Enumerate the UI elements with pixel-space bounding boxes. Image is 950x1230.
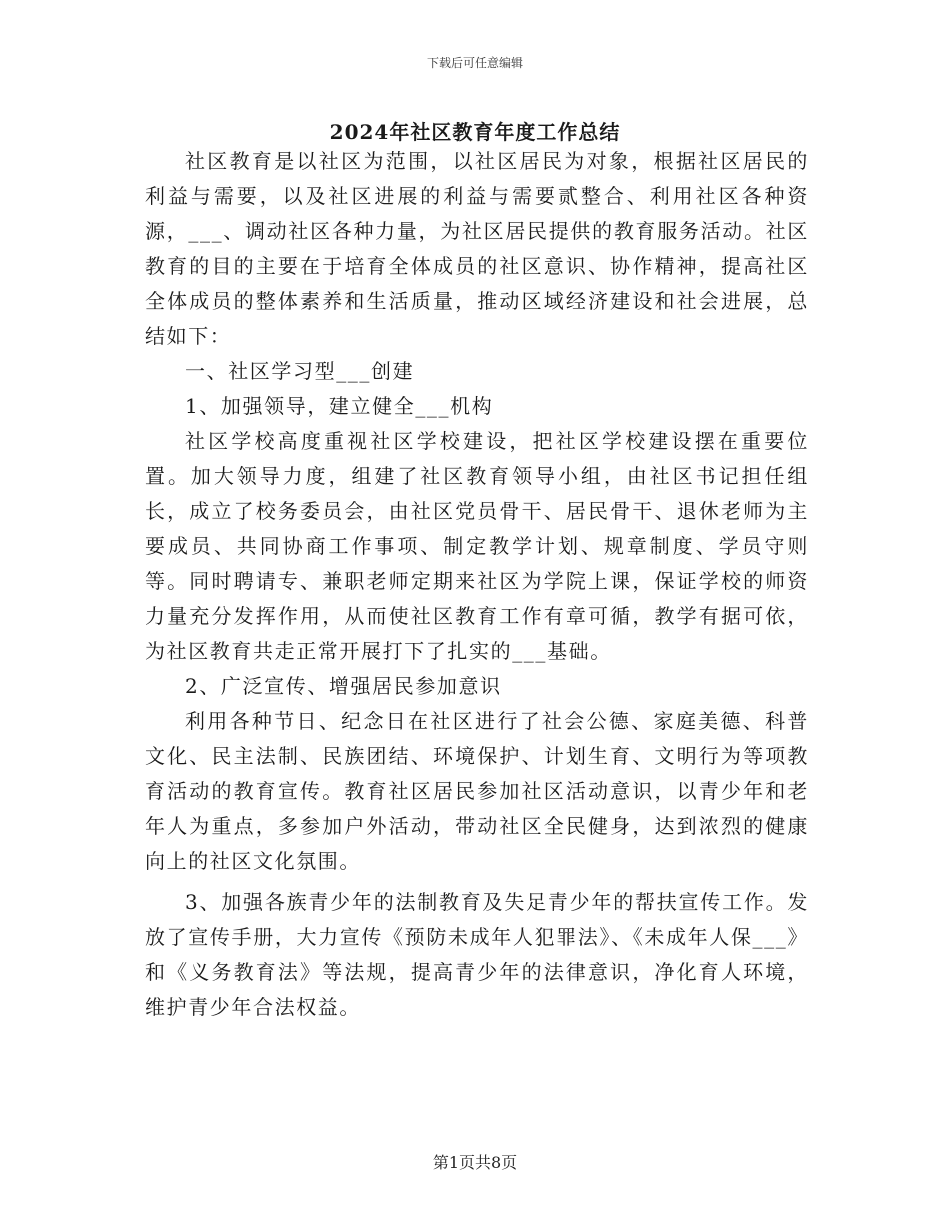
document-body — [145, 144, 809, 1025]
page-number: 第1页共8页 — [432, 1153, 518, 1172]
header-note: 下载后可任意编辑 — [426, 56, 523, 70]
subsection-heading-2: 2、广泛宣传、增强居民参加意识 — [185, 674, 502, 698]
intro-paragraph: 社区教育是以社区为范围，以社区居民为对象，根据社区居民的利益与需要，以及社区进展的利益与需要贰整合、利用社区各种资源，___、调动社区各种力量，为社区居民提供的教育服务活动。社区教育的目的主要在于培育全体成员的社区意识、协作精神，提高社区全体成员的整体素养和生活质量，推动区域经济建设和社会进展，总结如下： — [145, 149, 809, 348]
body-paragraph: 3、加强各族青少年的法制教育及失足青少年的帮扶宣传工作。发放了宣传手册，大力宣传《预防未成年人犯罪法》、《未成年人保___》和《义务教育法》等法规，提高青少年的法律意识，净化育人环境，维护青少年合法权益。 — [145, 890, 809, 1019]
section-heading-1: 一、社区学习型___创建 — [185, 359, 415, 383]
document-title: 2024年社区教育年度工作总结 — [329, 120, 621, 144]
body-paragraph: 利用各种节日、纪念日在社区进行了社会公德、家庭美德、科普文化、民主法制、民族团结、环境保护、计划生育、文明行为等项教育活动的教育宣传。教育社区居民参加社区活动意识，以青少年和老年人为重点，多参加户外活动，带动社区全民健身，达到浓烈的健康向上的社区文化氛围。 — [145, 709, 809, 873]
subsection-heading-1: 1、加强领导，建立健全___机构 — [185, 394, 494, 418]
body-paragraph: 社区学校高度重视社区学校建设，把社区学校建设摆在重要位置。加大领导力度，组建了社区教育领导小组，由社区书记担任组长，成立了校务委员会，由社区党员骨干、居民骨干、退休老师为主要成员、共同协商工作事项、制定教学计划、规章制度、学员守则等。同时聘请专、兼职老师定期来社区为学院上课，保证学校的师资力量充分发挥作用，从而使社区教育工作有章可循，教学有据可依，为社区教育共走正常开展打下了扎实的___基础。 — [145, 429, 809, 663]
